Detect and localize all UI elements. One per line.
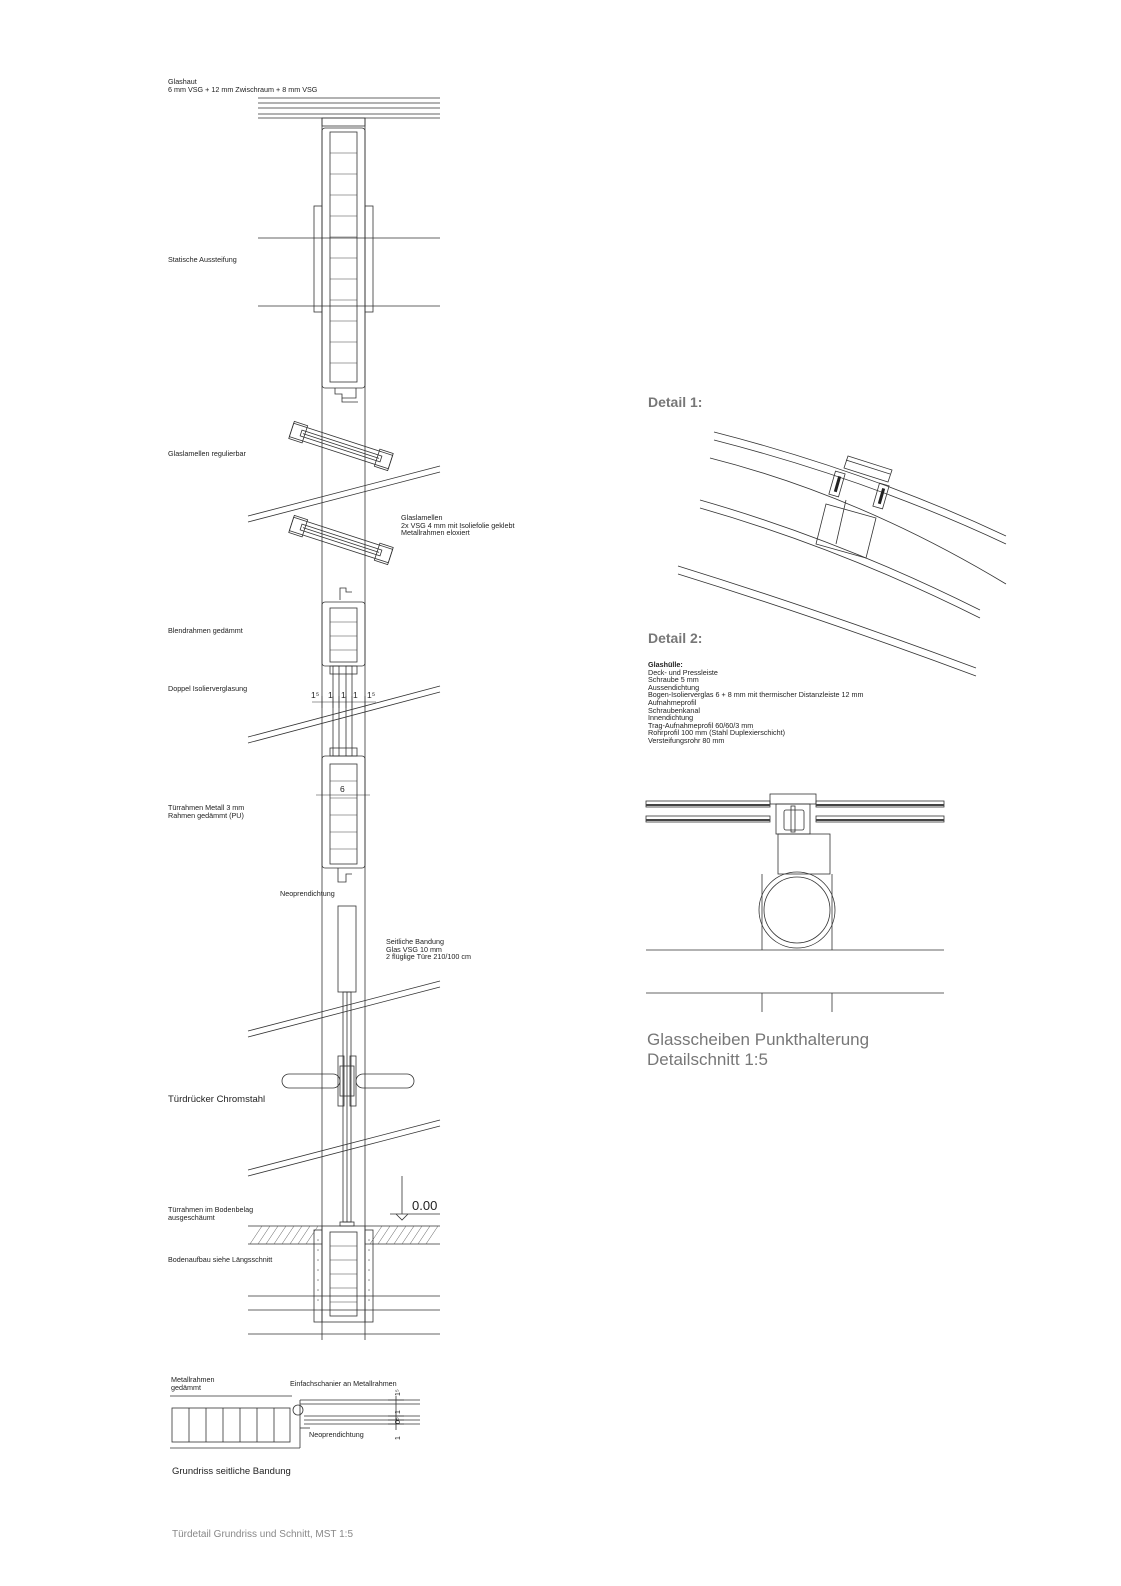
- plan-dim-2: 1: [395, 1410, 402, 1414]
- label-plan-neoprendichtung: Neoprendichtung: [309, 1430, 364, 1439]
- glashuelle-list: [648, 669, 864, 745]
- dim-frame-width: 6: [340, 784, 345, 794]
- label-tuerdruecker: Türdrücker Chromstahl: [168, 1094, 266, 1105]
- label-glaslamellen-spec: Glaslamellen 2x VSG 4 mm mit Isoliefolie geklebt Metallrahmen eloxiert: [401, 513, 515, 538]
- label-statische-aussteifung: Statische Aussteifung: [168, 255, 237, 264]
- detail-2-heading: Detail 2:: [648, 630, 703, 646]
- glashuelle-item: Aufnahmeprofil: [648, 697, 697, 707]
- footer-caption: Türdetail Grundriss und Schnitt, MST 1:5: [172, 1529, 354, 1540]
- label-glashaut: Glashaut 6 mm VSG + 12 mm Zwischraum + 8 mm VSG: [168, 77, 318, 94]
- label-metallrahmen: Metallrahmen gedämmt: [171, 1375, 215, 1392]
- glashuelle-item: Schraubenkanal: [648, 705, 700, 715]
- caption-grundriss: Grundriss seitliche Bandung: [172, 1466, 291, 1477]
- label-seitliche-bandung: Seitliche Bandung Glas VSG 10 mm 2 flüglige Türe 210/100 cm: [386, 937, 471, 962]
- glashuelle-item: Rohrprofil 100 mm (Stahl Duplexierschicht): [648, 728, 786, 738]
- label-neoprendichtung: Neoprendichtung: [280, 889, 335, 898]
- dim-glass-5: 1⁵: [367, 690, 376, 700]
- dim-glass-1: 1⁵: [311, 690, 320, 700]
- label-einfachschanier: Einfachschanier an Metallrahmen: [290, 1379, 397, 1388]
- glashuelle-item: Deck- und Pressleiste: [648, 667, 718, 677]
- dim-glass-3: 1: [341, 690, 346, 700]
- plan-dim-1: 1⁵: [395, 1389, 402, 1396]
- glashuelle-item: Aussendichtung: [648, 682, 700, 692]
- sheet-title: Glasscheiben Punkthalterung Detailschnitt 1:5: [647, 1030, 870, 1069]
- label-blendrahmen: Blendrahmen gedämmt: [168, 626, 243, 635]
- dim-glass-4: 1: [353, 690, 358, 700]
- label-tuerrahmen: Türrahmen Metall 3 mm Rahmen gedämmt (PU): [168, 803, 245, 820]
- glashuelle-legend: [648, 661, 864, 745]
- glashuelle-title: Glashülle:: [648, 660, 683, 669]
- label-tuerrahmen-boden: Türrahmen im Bodenbelag ausgeschäumt: [168, 1205, 254, 1222]
- glashuelle-item: Versteifungsrohr 80 mm: [648, 735, 725, 745]
- label-doppel-isolierverglasung: Doppel Isolierverglasung: [168, 684, 248, 693]
- level-mark: 0.00: [412, 1198, 438, 1213]
- glashuelle-item: Trag-Aufnahmeprofil 60/60/3 mm: [648, 720, 754, 730]
- plan-dim-3: 0⁵: [395, 1417, 402, 1424]
- glashuelle-item: Innendichtung: [648, 713, 694, 723]
- plan-dim-4: 1: [395, 1436, 402, 1440]
- detail-1-heading: Detail 1:: [648, 394, 703, 410]
- label-glaslamellen-regulierbar: Glaslamellen regulierbar: [168, 449, 246, 458]
- glashuelle-item: Bogen-Isolierverglas 6 + 8 mm mit thermischer Distanzleiste 12 mm: [648, 690, 864, 700]
- label-bodenaufbau: Bodenaufbau siehe Längsschnitt: [168, 1255, 273, 1264]
- glashuelle-item: Schraube 5 mm: [648, 675, 699, 685]
- dim-glass-2: 1: [328, 690, 333, 700]
